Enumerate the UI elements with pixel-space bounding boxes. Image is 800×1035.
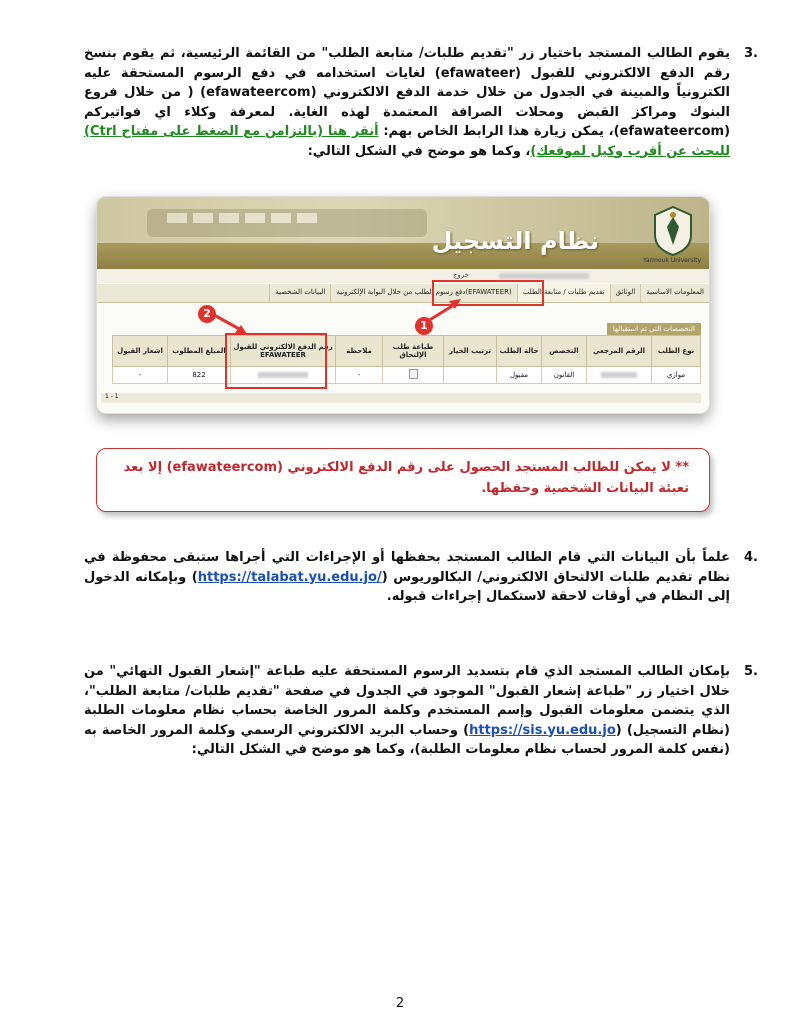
tab-documents[interactable]: الوثائق: [610, 284, 641, 302]
column-header: ملاحظة: [336, 336, 383, 367]
cell-admission-notice: -: [113, 367, 168, 384]
tab-applications[interactable]: تقديم طلبات / متابعة الطلب: [517, 284, 610, 302]
column-header: حالة الطلب: [497, 336, 542, 367]
cell-status: مقبول: [497, 367, 542, 384]
sis-link[interactable]: https://sis.yu.edu.jo: [469, 722, 616, 738]
warning-note-box: [96, 448, 710, 512]
column-header-efawateer: رقم الدفع الالكتروني للقبول EFAWATEER: [231, 336, 336, 367]
column-header: التخصص: [542, 336, 587, 367]
cell-amount: 822: [168, 367, 231, 384]
column-header: نوع الطلب: [652, 336, 701, 367]
column-header: اشعار القبول: [113, 336, 168, 367]
tab-efawateer-payment[interactable]: دفع رسوم الطلب من خلال البوابة الإلكترونية(EFAWATEER): [330, 284, 516, 302]
item-text-end: ، وكما هو موضح في الشكل التالي:: [307, 143, 531, 159]
item-number: 4.: [744, 550, 758, 565]
page-number: 2: [395, 996, 405, 1011]
cell-type: موازي: [652, 367, 701, 384]
university-name-en: Yarmouk University: [643, 257, 701, 264]
item-number: 3.: [744, 46, 758, 61]
registration-system-screenshot: [96, 196, 710, 414]
warning-note-text: ** لا يمكن للطالب المستجد الحصول على رقم الدفع الالكتروني (efawateercom) إلا بعد تعبئة البيانات الشخصية وحفظها.: [123, 460, 689, 496]
item-text: علماً بأن البيانات التي قام الطالب المستجد بحفظها أو الإجراءات التي أجراها ستبقى محفوظة في نظام تقديم طلبات الالتحاق الالكتروني/ البكالوريوس (: [84, 550, 730, 585]
item-text: يقوم الطالب المستجد باختيار زر "تقديم طلبات/ متابعة الطلب" من القائمة الرئيسية، ثم يقوم بنسخ رقم الدفع الالكتروني للقبول (efawateer) لغايات استخدامه في دفع الرسوم المستحقة عليه الكترونياً والمبينة في الجدول من خلال خدمة الدفع الالكتروني (efawateercom) ( من خلال فروع البنوك ومراكز القبض ومحلات الصرافة المعتمدة لهذه الغاية. لمعرفة وكلاء اي فواتيركم (efawateercom)، يمكن زيارة هذا الرابط الخاص بهم:: [84, 46, 731, 139]
step-badge-1: 1: [415, 317, 433, 335]
item-text-end: ) وبإمكانه الدخول إلى النظام في أوقات لاحقة لاستكمال إجراءات قبوله.: [84, 569, 730, 604]
tab-basic-info[interactable]: المعلومات الاساسية: [640, 284, 709, 302]
step-badge-2: 2: [198, 305, 216, 323]
tab-personal-data[interactable]: البيانات الشخصية: [269, 284, 330, 302]
item-number: 5.: [744, 664, 758, 679]
item-text: بإمكان الطالب المستجد الذي قام بتسديد الرسوم المستحقة عليه طباعة "إشعار القبول النهائي" من خلال اختيار زر "طباعة إشعار القبول" الموجود في الجدول في صفحة "تقديم طلبات/ متابعة الطلب"، الذي يتضمن معلومات القبول وإسم المستخدم وكلمة المرور الخاصة بحساب نظام معلومات الطلبة (نظام التسجيل) (: [84, 664, 730, 738]
cell-note: -: [336, 367, 383, 384]
column-header: المبلغ المطلوب: [168, 336, 231, 367]
section-title: التخصصات التي تم استقبالها: [607, 323, 701, 335]
item-text-end: ) وحساب البريد الالكتروني الرسمي وكلمة المرور الخاصة به (نفس كلمة المرور لحساب نظام معلومات الطلبة)، وكما هو موضح في الشكل التالي:: [84, 722, 730, 757]
list-item-4: [84, 548, 758, 607]
column-header: طباعة طلب الإلتحاق: [383, 336, 444, 367]
list-item-3: [84, 44, 758, 161]
callout-arrows: [97, 197, 709, 413]
column-header: الرقم المرجعي: [587, 336, 652, 367]
agent-search-link[interactable]: أنقر هنا (بالتزامن مع الضغط على مفتاح Ctrl) للبحث عن أقرب وكيل لموقعك): [84, 124, 730, 159]
cell-major: القانون: [542, 367, 587, 384]
column-header: ترتيب الخيار: [444, 336, 497, 367]
talabat-link[interactable]: https://talabat.yu.edu.jo/: [197, 569, 382, 585]
system-title: نظام التسجيل: [431, 227, 599, 255]
logout-link[interactable]: خروج: [452, 271, 469, 279]
table-pager: 1 - 1: [101, 393, 701, 403]
list-item-5: [84, 662, 758, 760]
